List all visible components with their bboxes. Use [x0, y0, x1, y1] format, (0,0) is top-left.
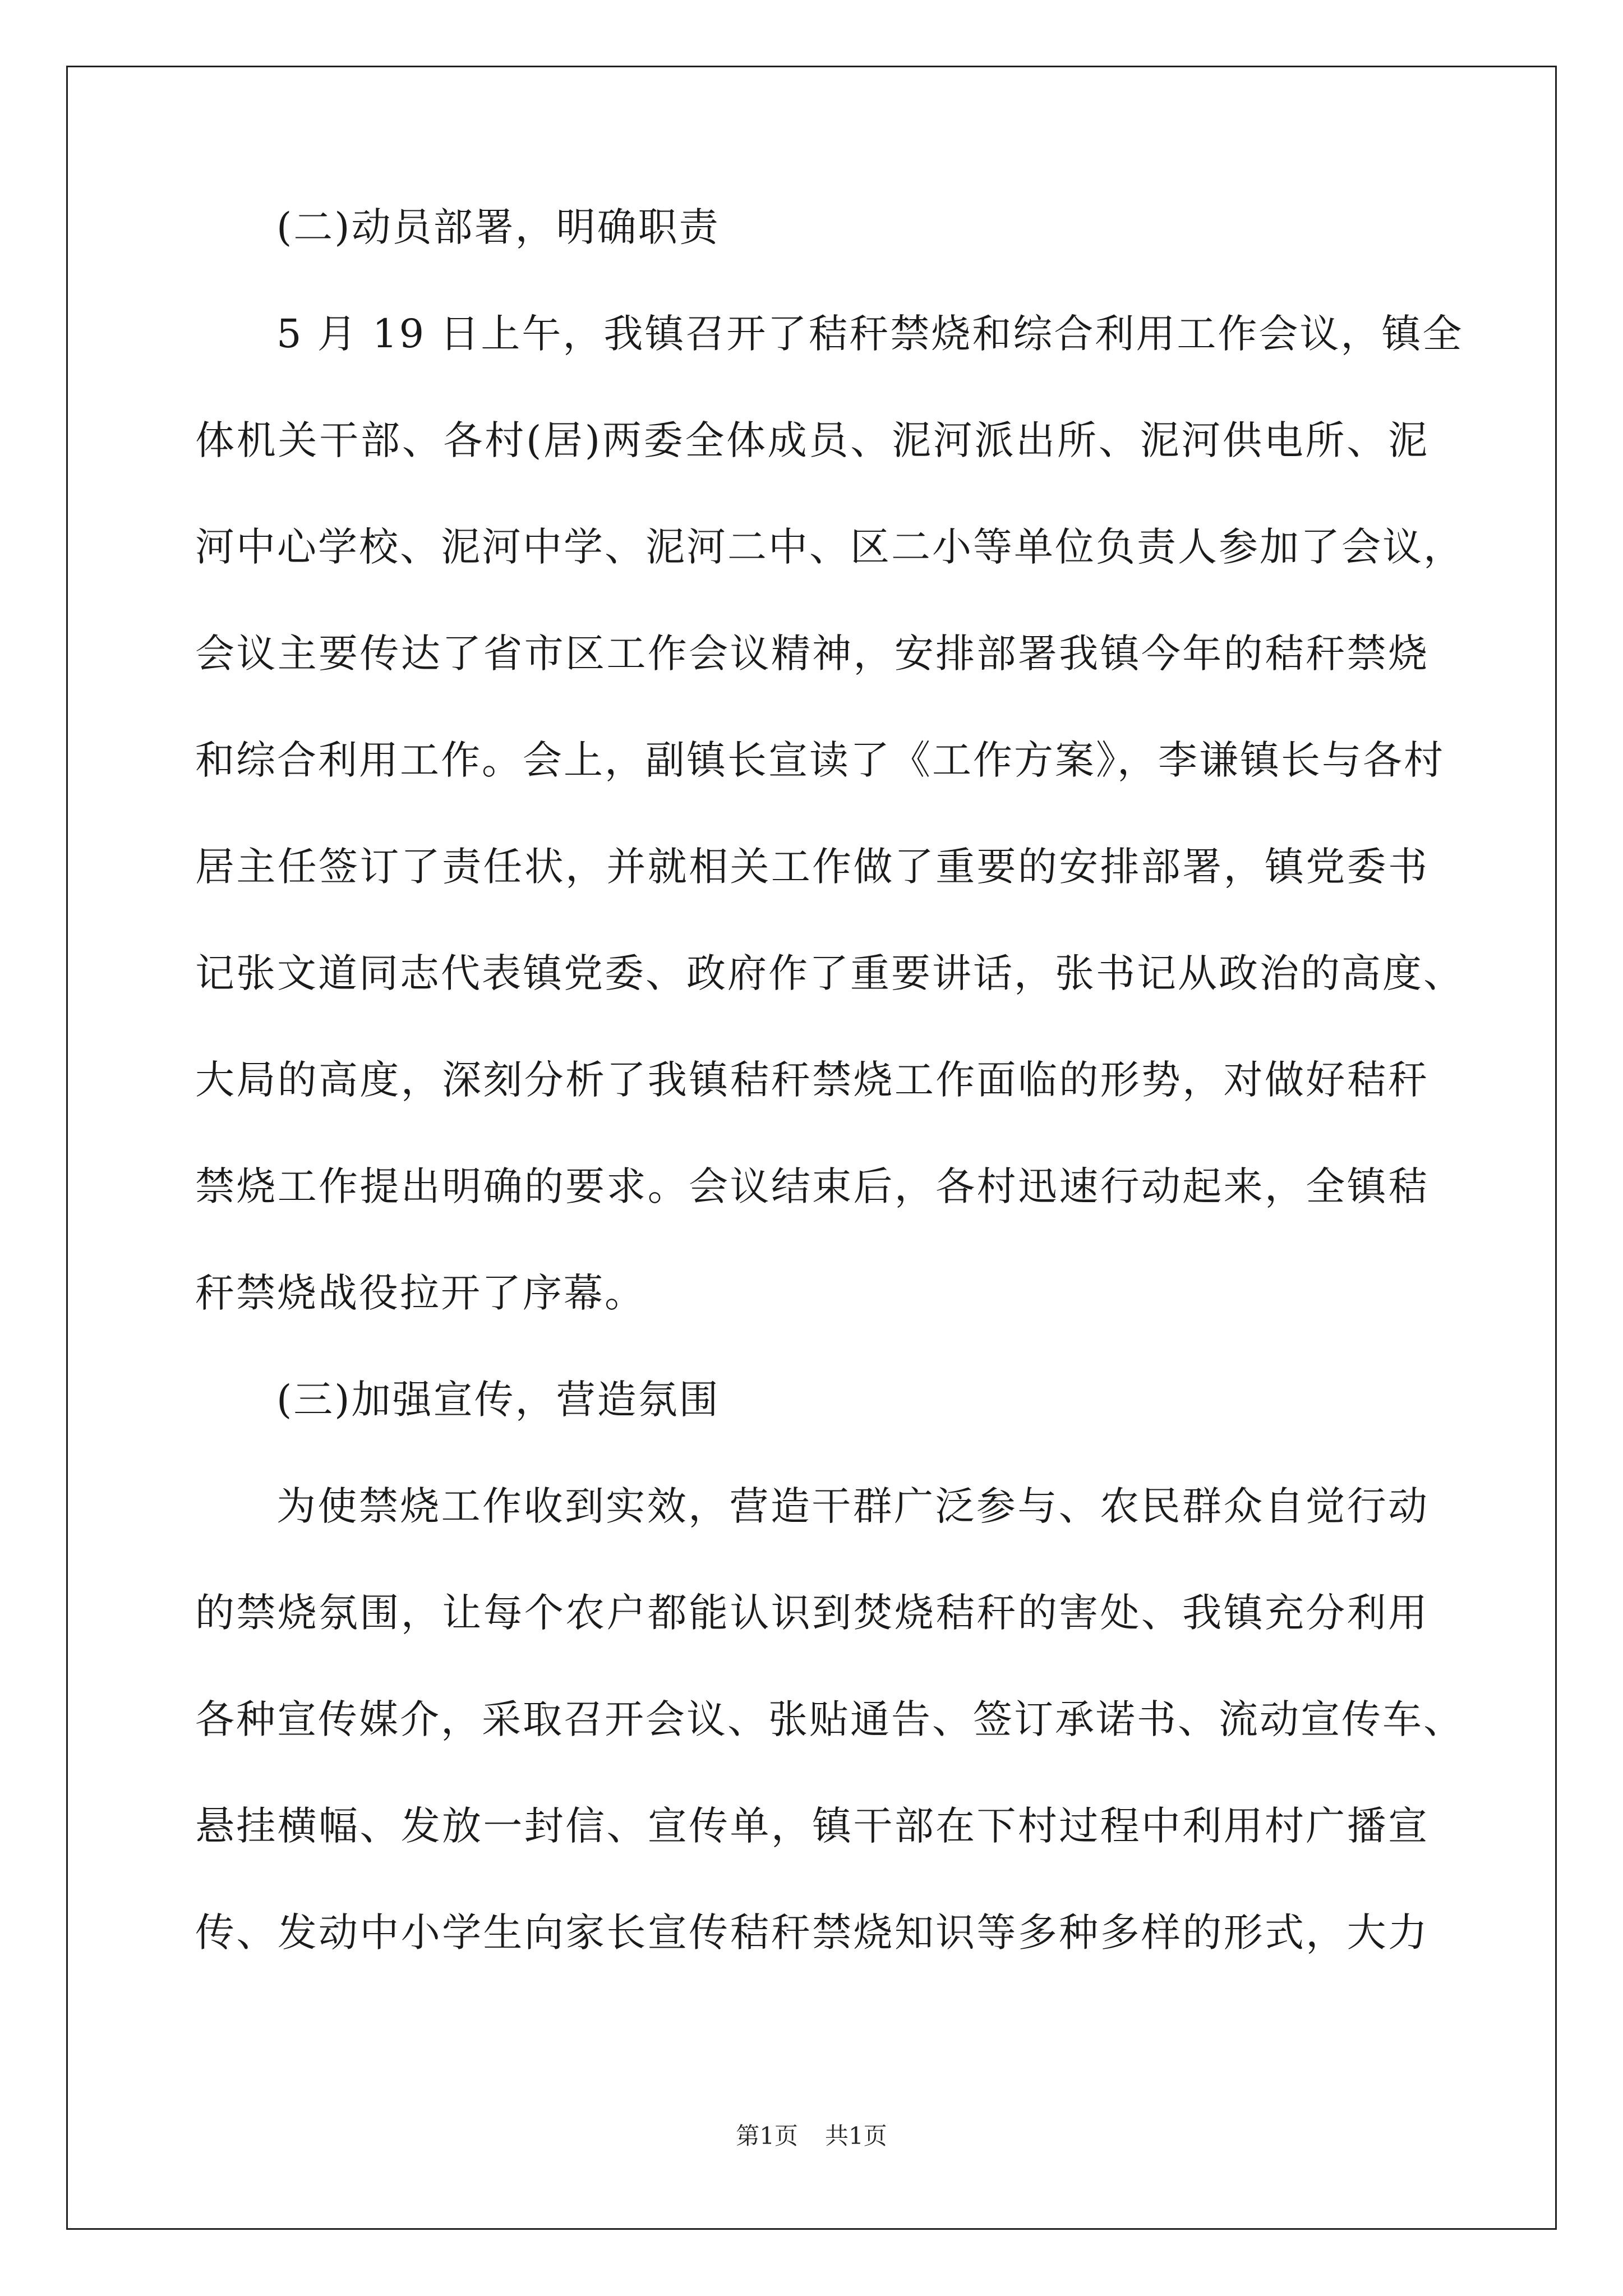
paragraph-line: 传、发动中小学生向家长宣传秸秆禁烧知识等多种多样的形式，大力 [195, 1910, 1429, 1955]
section-heading-3: (三)加强宣传，营造氛围 [276, 1377, 720, 1423]
paragraph-line: 秆禁烧战役拉开了序幕。 [195, 1270, 645, 1316]
paragraph-line: 禁烧工作提出明确的要求。会议结束后，各村迅速行动起来，全镇秸 [195, 1163, 1429, 1209]
page-footer [0, 2119, 1623, 2153]
paragraph-line: 记张文道同志代表镇党委、政府作了重要讲话，张书记从政治的高度、 [195, 950, 1464, 996]
paragraph-line: 为使禁烧工作收到实效，营造干群广泛参与、农民群众自觉行动 [276, 1483, 1429, 1529]
paragraph-line: 悬挂横幅、发放一封信、宣传单，镇干部在下村过程中利用村广播宣 [195, 1803, 1429, 1849]
paragraph-line: 的禁烧氛围，让每个农户都能认识到焚烧秸秆的害处、我镇充分利用 [195, 1590, 1429, 1636]
paragraph-line: 体机关干部、各村(居)两委全体成员、泥河派出所、泥河供电所、泥 [195, 417, 1429, 463]
paragraph-line: 5 月 19 日上午，我镇召开了秸秆禁烧和综合利用工作会议，镇全 [276, 311, 1464, 357]
paragraph-line: 大局的高度，深刻分析了我镇秸秆禁烧工作面临的形势，对做好秸秆 [195, 1057, 1429, 1103]
paragraph-line: 河中心学校、泥河中学、泥河二中、区二小等单位负责人参加了会议， [195, 524, 1464, 570]
paragraph-line: 各种宣传媒介，采取召开会议、张贴通告、签订承诺书、流动宣传车、 [195, 1696, 1464, 1742]
paragraph-line: 会议主要传达了省市区工作会议精神，安排部署我镇今年的秸秆禁烧 [195, 631, 1429, 677]
paragraph-line: 居主任签订了责任状，并就相关工作做了重要的安排部署，镇党委书 [195, 844, 1429, 890]
page-total: 共1页 [825, 2122, 887, 2150]
section-heading-2: (二)动员部署，明确职责 [276, 204, 720, 250]
page-number: 第1页 [736, 2122, 798, 2150]
paragraph-line: 和综合利用工作。会上，副镇长宣读了《工作方案》，李谦镇长与各村 [195, 737, 1445, 783]
